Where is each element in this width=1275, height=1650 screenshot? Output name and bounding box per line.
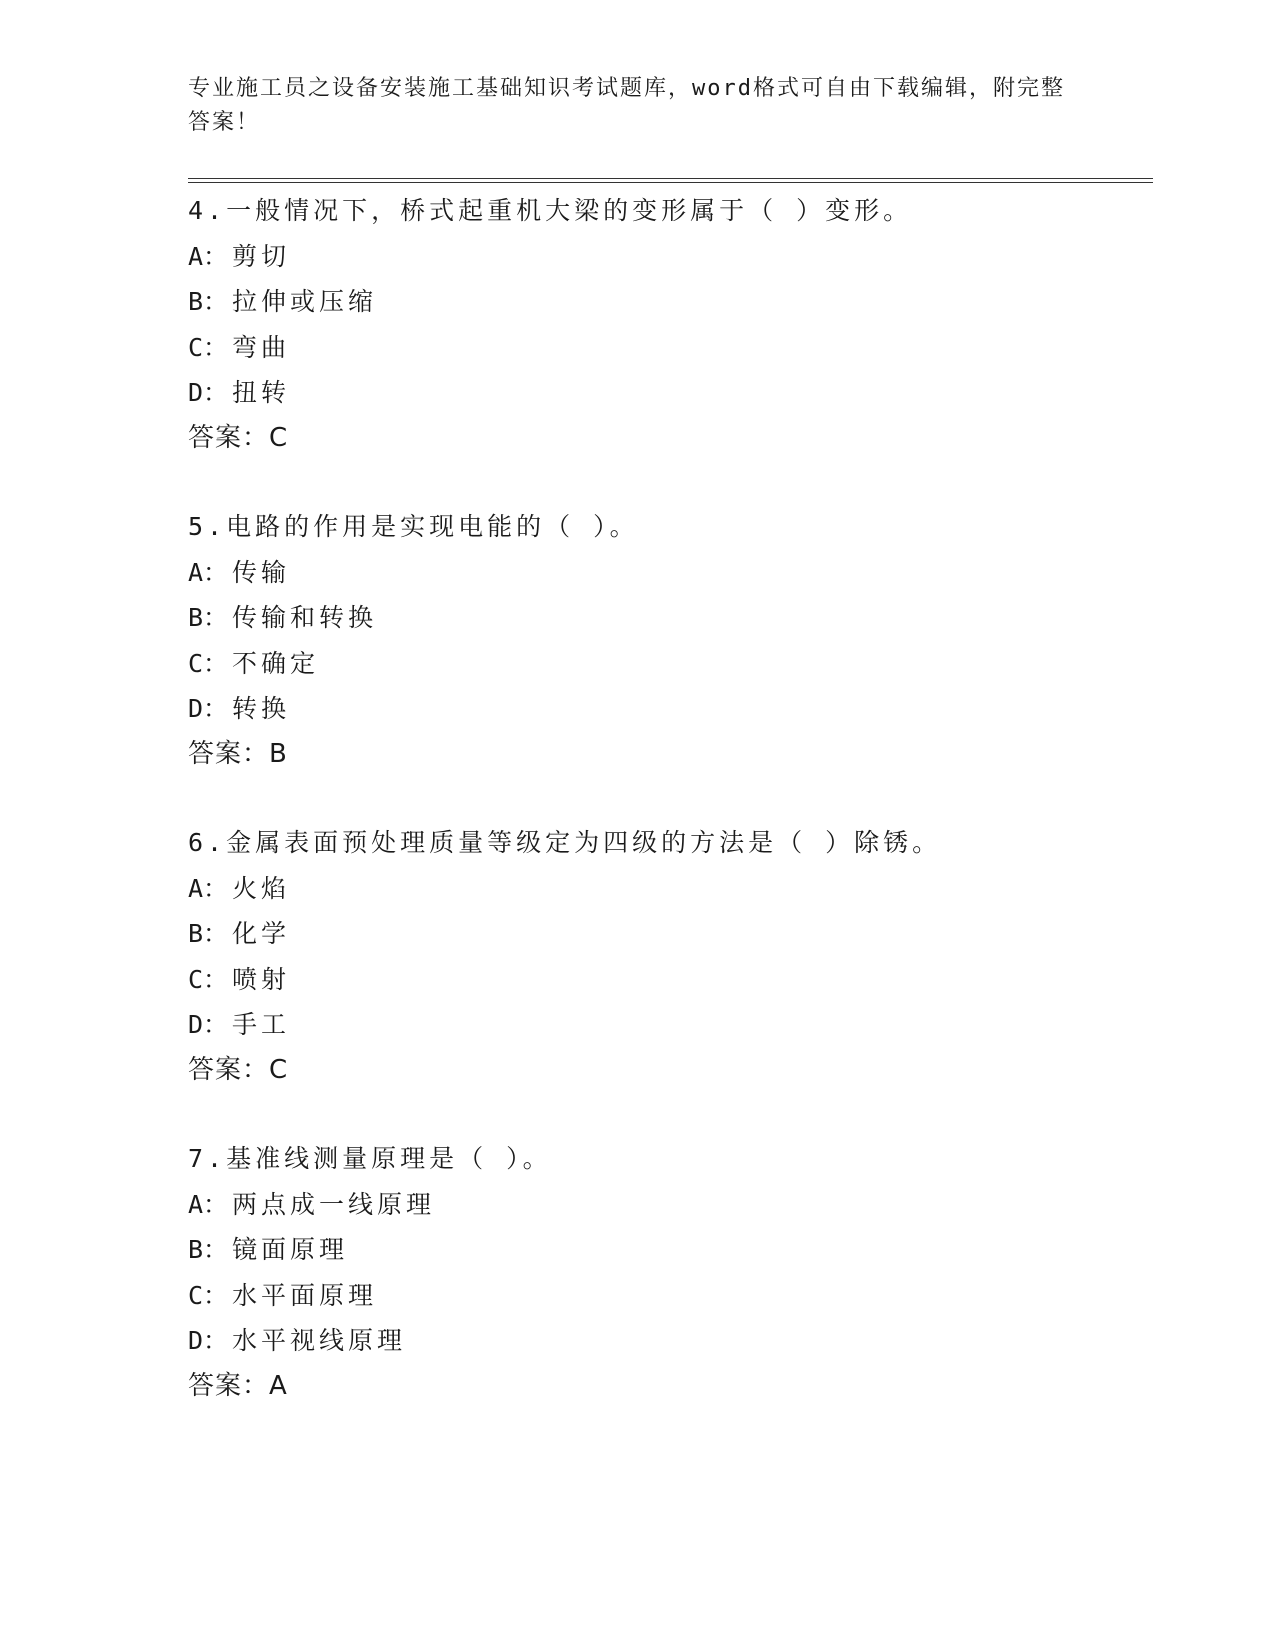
option-text: 扭转 <box>232 378 291 407</box>
question-stem: 6.金属表面预处理质量等级定为四级的方法是（ ）除锈。 <box>188 828 942 857</box>
question-stem: 7.基准线测量原理是（ ）。 <box>188 1144 552 1173</box>
option-b <box>188 595 1148 641</box>
option-letter: B： <box>188 287 229 316</box>
option-text: 水平视线原理 <box>232 1326 407 1355</box>
answer-line: 答案：C <box>188 1054 289 1085</box>
option-c <box>188 641 1148 687</box>
question-list <box>188 188 1148 1452</box>
option-c <box>188 957 1148 1003</box>
option-letter: A： <box>188 1189 229 1219</box>
option-c <box>188 1273 1148 1319</box>
option-text: 弯曲 <box>232 332 291 362</box>
answer-line: 答案：A <box>188 1370 288 1401</box>
option-text: 拉伸或压缩 <box>232 287 378 316</box>
option-letter: D： <box>188 1326 229 1355</box>
option-a <box>188 1182 1148 1228</box>
option-text: 火焰 <box>232 873 291 903</box>
option-text: 水平面原理 <box>232 1280 378 1310</box>
option-letter: B： <box>188 919 229 948</box>
option-d <box>188 370 1148 416</box>
option-text: 剪切 <box>232 241 291 271</box>
option-d <box>188 686 1148 732</box>
question-7 <box>188 1136 1148 1409</box>
option-letter: C： <box>188 964 229 994</box>
document-header: 专业施工员之设备安装施工基础知识考试题库，word格式可自由下载编辑，附完整答案！ <box>188 76 1065 135</box>
question-stem: 4.一般情况下，桥式起重机大梁的变形属于（ ）变形。 <box>188 196 913 225</box>
option-letter: A： <box>188 241 229 271</box>
option-letter: B： <box>188 1235 229 1264</box>
option-letter: D： <box>188 694 229 723</box>
option-text: 转换 <box>232 694 291 723</box>
question-5 <box>188 504 1148 777</box>
option-letter: C： <box>188 332 229 362</box>
option-text: 传输 <box>232 557 291 587</box>
option-letter: D： <box>188 378 229 407</box>
header-divider <box>188 178 1153 183</box>
option-letter: B： <box>188 603 229 632</box>
option-text: 镜面原理 <box>232 1235 349 1264</box>
option-d <box>188 1002 1148 1048</box>
option-text: 化学 <box>232 919 291 948</box>
option-a <box>188 234 1148 280</box>
question-6 <box>188 820 1148 1093</box>
option-letter: A： <box>188 873 229 903</box>
option-text: 喷射 <box>232 964 291 994</box>
question-stem: 5.电路的作用是实现电能的（ ）。 <box>188 512 639 541</box>
option-text: 两点成一线原理 <box>232 1189 436 1219</box>
option-b <box>188 911 1148 957</box>
option-letter: A： <box>188 557 229 587</box>
option-text: 手工 <box>232 1010 291 1039</box>
option-b <box>188 1227 1148 1273</box>
answer-line: 答案：B <box>188 738 288 769</box>
option-text: 传输和转换 <box>232 603 378 632</box>
option-letter: D： <box>188 1010 229 1039</box>
option-letter: C： <box>188 1280 229 1310</box>
answer-line: 答案：C <box>188 422 289 453</box>
option-letter: C： <box>188 648 229 678</box>
option-a <box>188 550 1148 596</box>
option-a <box>188 866 1148 912</box>
option-c <box>188 325 1148 371</box>
option-text: 不确定 <box>232 648 320 678</box>
option-b <box>188 279 1148 325</box>
question-4 <box>188 188 1148 461</box>
option-d <box>188 1318 1148 1364</box>
